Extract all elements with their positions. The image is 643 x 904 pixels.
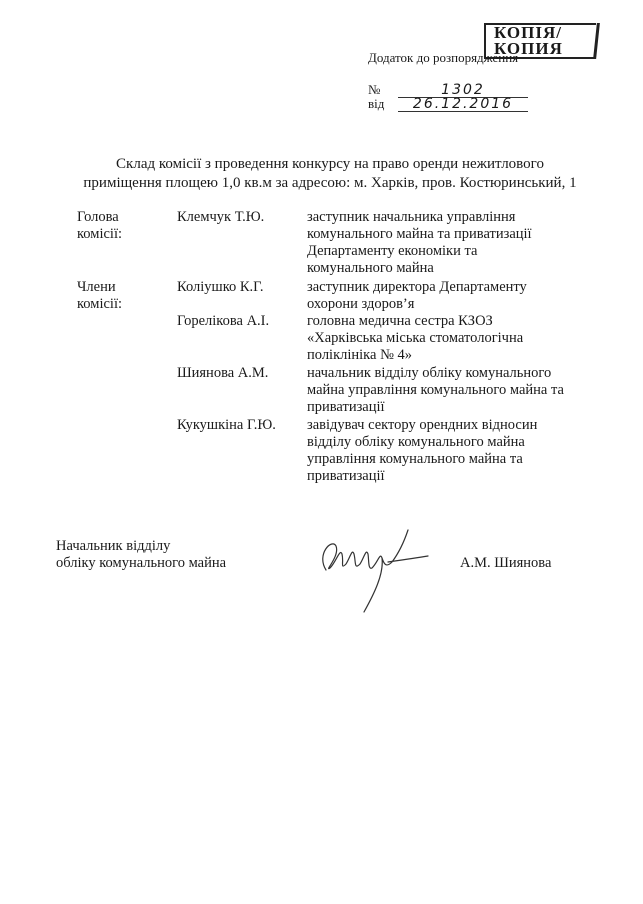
member-duty: начальник відділу обліку комунального майна управління комунального майна та приватизації bbox=[307, 365, 564, 415]
member-role: Голова комісії: bbox=[77, 209, 123, 242]
member-name: Шиянова А.М. bbox=[177, 365, 269, 381]
annex-label: Додаток до розпорядження bbox=[368, 50, 519, 65]
member-duty: завідувач сектору орендних відносин відділу обліку комунального майна управління комунального майна та приватизації bbox=[307, 417, 538, 484]
order-date-row bbox=[368, 96, 528, 112]
date-label: від bbox=[368, 96, 385, 111]
title-line-1: Склад комісії з проведення конкурсу на право оренди нежитлового bbox=[116, 156, 544, 172]
stamp-line-2: КОПИЯ bbox=[494, 39, 563, 58]
order-number: 1302 bbox=[398, 83, 528, 98]
title-line-2: приміщення площею 1,0 кв.м за адресою: м. Харків, пров. Костюринський, 1 bbox=[83, 175, 577, 191]
member-duty: заступник директора Департаменту охорони здоров’я bbox=[307, 279, 527, 312]
stamp-line-1: КОПІЯ/ bbox=[494, 23, 562, 42]
member-duty: заступник начальника управління комунального майна та приватизації Департаменту економіки та комунального майна bbox=[307, 209, 532, 276]
signature-image bbox=[312, 524, 432, 619]
member-name: Горелікова А.І. bbox=[177, 313, 270, 329]
member-duty: головна медична сестра КЗОЗ «Харківська міська стоматологічна поліклініка № 4» bbox=[307, 313, 524, 363]
member-name: Коліушко К.Г. bbox=[177, 279, 264, 295]
order-date: 26.12.2016 bbox=[398, 97, 528, 112]
number-label: № bbox=[368, 82, 381, 97]
signatory-position: Начальник відділу обліку комунального майна bbox=[56, 538, 227, 571]
member-name: Кукушкіна Г.Ю. bbox=[177, 417, 276, 433]
signatory-name: А.М. Шиянова bbox=[460, 555, 552, 571]
member-role: Члени комісії: bbox=[77, 279, 123, 312]
member-name: Клемчук Т.Ю. bbox=[177, 209, 265, 225]
document-title bbox=[60, 155, 600, 193]
